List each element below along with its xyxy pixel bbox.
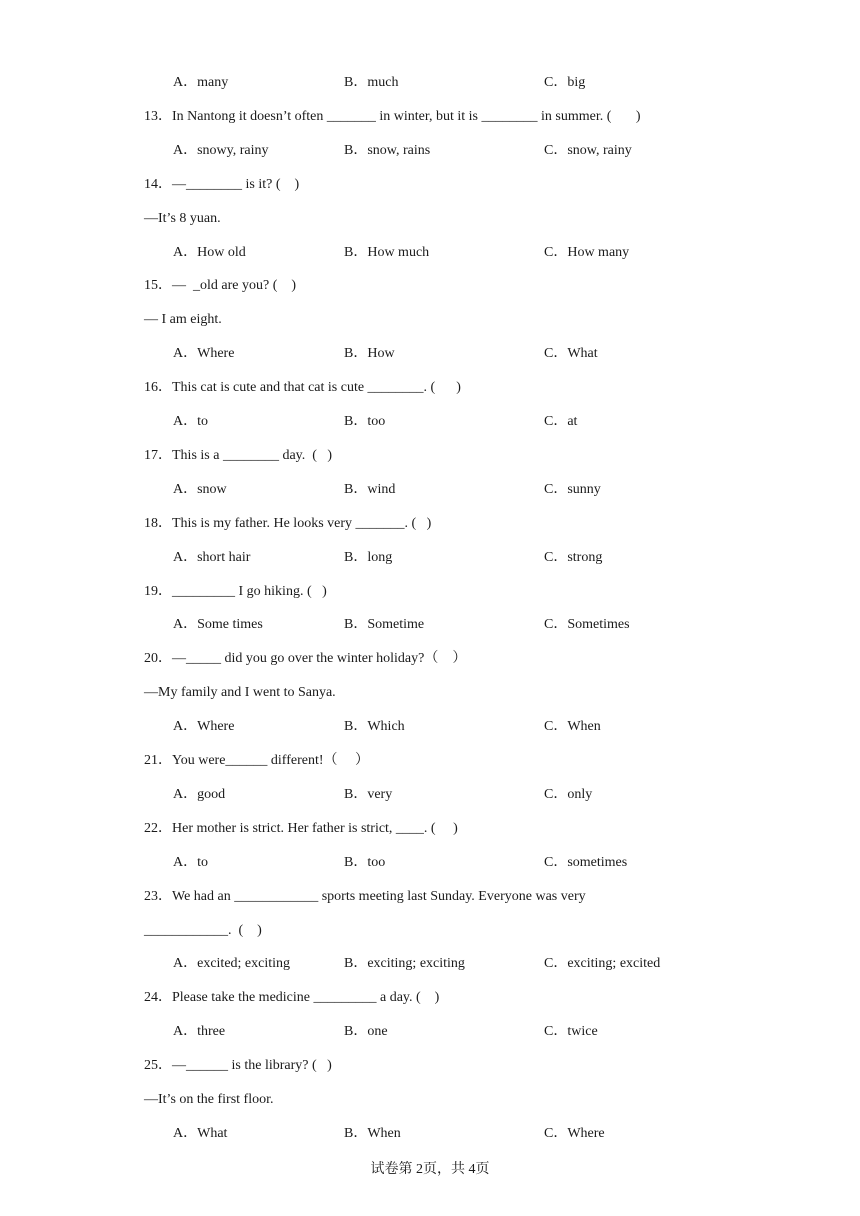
question-stem: 18．This is my father. He looks very _______. ( ): [144, 516, 432, 531]
question-text: [0, 514, 860, 534]
question-stem: 25．—______ is the library? ( ): [144, 1058, 332, 1073]
option-c: C．exciting; excited: [544, 956, 661, 971]
question-stem: —My family and I went to Sanya.: [144, 685, 336, 700]
option-c: C．sometimes: [544, 855, 628, 870]
question-text: [0, 276, 860, 296]
option-b: B．too: [344, 855, 386, 870]
option-a: A．excited; exciting: [173, 956, 291, 971]
option-c: C．at: [544, 414, 578, 429]
question-stem: 16．This cat is cute and that cat is cute ________. ( ): [144, 380, 461, 395]
option-a: A．What: [173, 1126, 228, 1141]
question-stem: 21．You were______ different!（ ）: [144, 753, 370, 768]
options-row: [0, 141, 860, 161]
option-b: B．snow, rains: [344, 143, 431, 158]
question-text: [0, 683, 860, 703]
options-row: [0, 548, 860, 568]
option-a: A．Some times: [173, 617, 263, 632]
option-b: B．wind: [344, 482, 396, 497]
question-text: [0, 209, 860, 229]
option-b: B．much: [344, 75, 399, 90]
option-c: C．big: [544, 75, 586, 90]
question-stem: —It’s on the first floor.: [144, 1092, 274, 1107]
option-a: A．good: [173, 787, 226, 802]
option-a: A．snowy, rainy: [173, 143, 269, 158]
options-row: [0, 243, 860, 263]
question-text: [0, 175, 860, 195]
option-b: B．too: [344, 414, 386, 429]
options-row: [0, 344, 860, 364]
option-b: B．Which: [344, 719, 405, 734]
question-text: [0, 921, 860, 941]
options-row: [0, 785, 860, 805]
question-text: [0, 887, 860, 907]
options-row: [0, 1124, 860, 1144]
question-stem: 13．In Nantong it doesn’t often _______ in winter, but it is ________ in summer. ( ): [144, 109, 641, 124]
option-c: C．strong: [544, 550, 603, 565]
question-text: [0, 378, 860, 398]
question-stem: 23．We had an ____________ sports meeting last Sunday. Everyone was very: [144, 889, 586, 904]
option-a: A．Where: [173, 719, 235, 734]
option-c: C．sunny: [544, 482, 601, 497]
question-stem: 15．— _old are you? ( ): [144, 278, 297, 293]
option-a: A．to: [173, 855, 208, 870]
question-text: [0, 649, 860, 669]
option-c: C．When: [544, 719, 601, 734]
option-a: A．snow: [173, 482, 227, 497]
option-a: A．short hair: [173, 550, 251, 565]
option-c: C．Sometimes: [544, 617, 630, 632]
option-a: A．Where: [173, 346, 235, 361]
question-stem: ____________. ( ): [144, 923, 262, 938]
question-text: [0, 1056, 860, 1076]
question-text: [0, 819, 860, 839]
option-b: B．exciting; exciting: [344, 956, 465, 971]
option-a: A．many: [173, 75, 229, 90]
option-b: B．long: [344, 550, 393, 565]
option-b: B．When: [344, 1126, 401, 1141]
question-text: [0, 1090, 860, 1110]
options-row: [0, 412, 860, 432]
options-row: [0, 73, 860, 93]
option-c: C．only: [544, 787, 593, 802]
option-a: A．to: [173, 414, 208, 429]
option-a: A．three: [173, 1024, 226, 1039]
question-text: [0, 310, 860, 330]
question-stem: 20．—_____ did you go over the winter holiday?（ ）: [144, 651, 467, 666]
option-c: C．How many: [544, 245, 630, 260]
question-stem: —It’s 8 yuan.: [144, 211, 221, 226]
question-text: [0, 582, 860, 602]
option-b: B．very: [344, 787, 393, 802]
option-a: A．How old: [173, 245, 246, 260]
option-b: B．How: [344, 346, 395, 361]
question-stem: 19．_________ I go hiking. ( ): [144, 584, 327, 599]
question-text: [0, 107, 860, 127]
options-row: [0, 853, 860, 873]
question-stem: 22．Her mother is strict. Her father is strict, ____. ( ): [144, 821, 458, 836]
options-row: [0, 1022, 860, 1042]
options-row: [0, 954, 860, 974]
question-stem: 24．Please take the medicine _________ a day. ( ): [144, 990, 440, 1005]
question-stem: 17．This is a ________ day. ( ): [144, 448, 333, 463]
option-c: C．twice: [544, 1024, 598, 1039]
options-row: [0, 615, 860, 635]
question-text: [0, 988, 860, 1008]
question-text: [0, 751, 860, 771]
option-c: C．snow, rainy: [544, 143, 632, 158]
option-b: B．Sometime: [344, 617, 425, 632]
question-text: [0, 446, 860, 466]
option-b: B．one: [344, 1024, 388, 1039]
option-b: B．How much: [344, 245, 430, 260]
question-stem: — I am eight.: [144, 312, 222, 327]
question-stem: 14．—________ is it? ( ): [144, 177, 300, 192]
option-c: C．What: [544, 346, 598, 361]
page-footer: 试卷第 2页，共 4页: [370, 1162, 490, 1177]
options-row: [0, 717, 860, 737]
options-row: [0, 480, 860, 500]
option-c: C．Where: [544, 1126, 605, 1141]
